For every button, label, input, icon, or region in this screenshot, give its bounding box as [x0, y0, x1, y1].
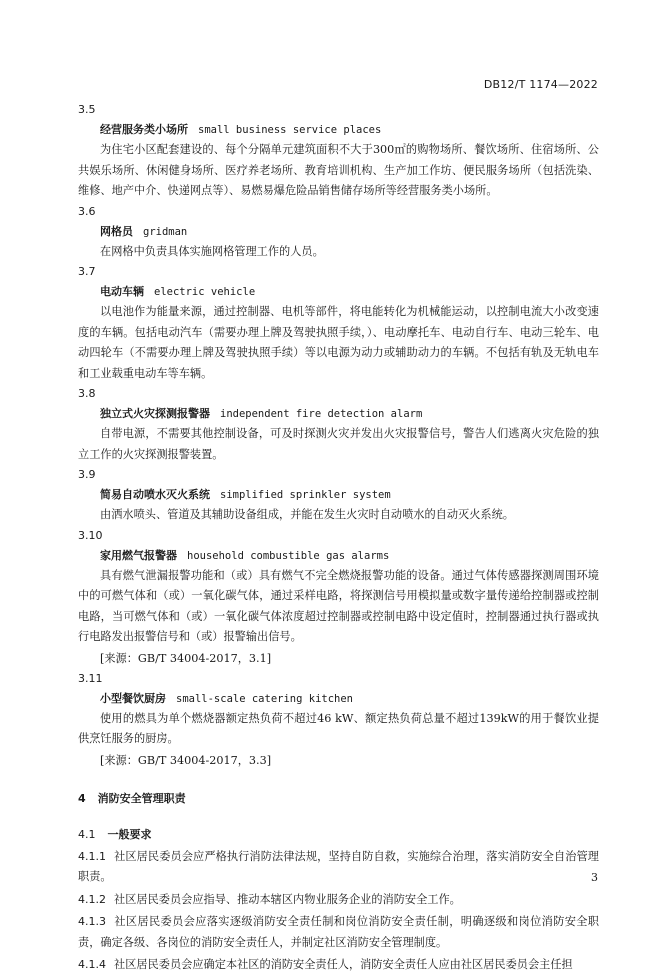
clause-text: 社区居民委员会应严格执行消防法律法规，坚持自防自救，实施综合治理，落实消防安全自治管理职责。: [78, 849, 599, 883]
term-entry: [78, 262, 599, 384]
term-number: 3.10: [78, 528, 103, 542]
term-zh: 简易自动喷水灭火系统: [100, 488, 210, 501]
term-en: simplified sprinkler system: [220, 489, 391, 501]
term-number: 3.6: [78, 204, 96, 218]
clause: [78, 955, 599, 976]
term-definition: 具有燃气泄漏报警功能和（或）具有燃气不完全燃烧报警功能的设备。通过气体传感器探测周围环境中的可燃气体和（或）一氧化碳气体，通过采样电路，将探测信号用模拟量或数字量传递给控制器或控制电路，当可燃气体和（或）一氧化碳气体浓度超过控制器或控制电路中设定值时，控制器通过执行器或执行电路发出报警信号和（或）报警输出信号。: [78, 568, 599, 643]
document-code: DB12/T 1174—2022: [483, 78, 598, 91]
term-en: small-scale catering kitchen: [176, 692, 354, 705]
term-definition: 使用的燃具为单个燃烧器额定热负荷不超过46 kW、额定热负荷总量不超过139kW的用于餐饮业提供烹饪服务的厨房。: [78, 711, 599, 745]
page-content: [78, 100, 599, 976]
section-heading: [78, 825, 599, 845]
term-title: [78, 485, 599, 505]
clause-text: 社区居民委员会应指导、推动本辖区内物业服务企业的消防安全工作。: [114, 892, 461, 906]
clause: [78, 847, 599, 888]
term-entry: [78, 526, 599, 669]
term-zh: 家用燃气报警器: [100, 548, 177, 562]
clause: [78, 890, 599, 911]
term-zh: 独立式火灾探测报警器: [100, 407, 210, 420]
term-en: household combustible gas alarms: [187, 549, 390, 562]
term-en: gridman: [143, 225, 188, 238]
term-zh: 小型餐饮厨房: [100, 691, 166, 705]
term-entry: [78, 100, 599, 202]
term-zh: 经营服务类小场所: [100, 123, 188, 136]
term-en: small business service places: [198, 124, 382, 136]
clause-number: 4.1.3: [78, 915, 106, 928]
clause-number: 4.1.2: [78, 892, 106, 906]
term-source: [来源：GB/T 34004-2017，3.3]: [100, 753, 272, 767]
term-definition: 为住宅小区配套建设的、每个分隔单元建筑面积不大于300㎡的购物场所、餐饮场所、住宿场所、公共娱乐场所、休闲健身场所、医疗养老场所、教育培训机构、生产加工作坊、便民服务场所（包括洗染、维修、地产中介、快递网点等）、易燃易爆危险品销售储存场所等经营服务类小场所。: [78, 143, 599, 197]
term-number: 3.5: [78, 103, 96, 116]
clause: [78, 912, 599, 953]
term-number: 3.9: [78, 468, 96, 481]
term-number: 3.7: [78, 265, 96, 278]
term-entry: [78, 465, 599, 526]
section-title: 一般要求: [107, 827, 152, 841]
term-title: [78, 282, 599, 302]
chapter-title: 消防安全管理职责: [97, 791, 186, 805]
term-title: [78, 404, 599, 424]
term-entry: [78, 669, 599, 771]
term-source: [来源：GB/T 34004-2017，3.1]: [100, 651, 272, 665]
term-definition: 自带电源，不需要其他控制设备，可及时探测火灾并发出火灾报警信号，警告人们逃离火灾危险的独立工作的火灾探测报警装置。: [78, 427, 599, 461]
term-title: [78, 546, 599, 566]
chapter-heading: [78, 789, 599, 809]
term-number: 3.11: [78, 671, 103, 685]
term-title: [78, 222, 599, 242]
term-en: independent fire detection alarm: [220, 408, 423, 420]
term-title: [78, 120, 599, 140]
term-definition: 在网格中负责具体实施网格管理工作的人员。: [100, 244, 324, 258]
chapter-number: 4: [78, 791, 86, 805]
term-number: 3.8: [78, 387, 96, 400]
term-definition: 由洒水喷头、管道及其辅助设备组成，并能在发生火灾时自动喷水的自动灭火系统。: [100, 508, 514, 521]
term-zh: 网格员: [100, 224, 133, 238]
term-entry: [78, 202, 599, 263]
term-en: electric vehicle: [154, 286, 256, 298]
clause-text: 社区居民委员会应落实逐级消防安全责任制和岗位消防安全责任制，明确逐级和岗位消防安全职责，确定各级、各岗位的消防安全责任人，并制定社区消防安全管理制度。: [78, 915, 599, 949]
section-number: 4.1: [78, 827, 96, 841]
term-definition: 以电池作为能量来源，通过控制器、电机等部件，将电能转化为机械能运动，以控制电流大小改变速度的车辆。包括电动汽车（需要办理上牌及驾驶执照手续，）、电动摩托车、电动自行车、电动三轮车、电动四轮车（不需要办理上牌及驾驶执照手续）等以电源为动力或辅助动力的车辆。不包括有轨及无轨电车和工业载重电动车等车辆。: [78, 305, 599, 380]
term-entry: [78, 384, 599, 465]
term-zh: 电动车辆: [100, 285, 144, 298]
term-title: [78, 689, 599, 709]
page-number: 3: [591, 871, 598, 884]
clause-text: 社区居民委员会应确定本社区的消防安全责任人，消防安全责任人应由社区居民委员会主任担: [114, 958, 573, 971]
clause-number: 4.1.4: [78, 958, 106, 971]
clause-number: 4.1.1: [78, 849, 106, 863]
